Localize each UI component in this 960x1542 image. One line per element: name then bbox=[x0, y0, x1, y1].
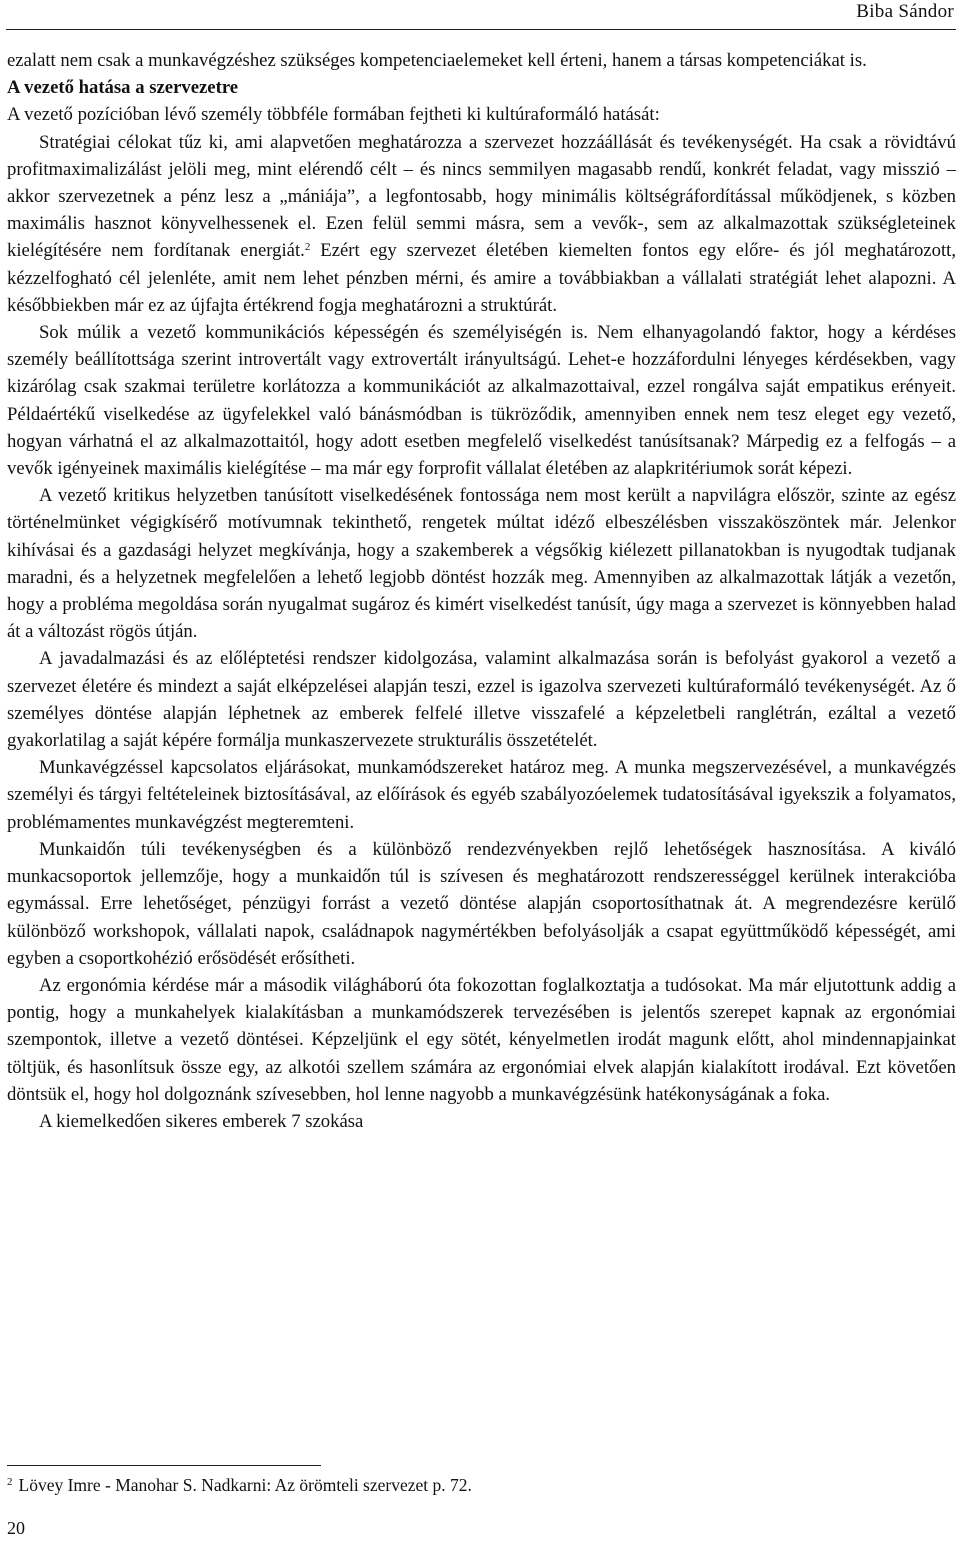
page-number: 20 bbox=[7, 1518, 25, 1538]
paragraph-communication: Sok múlik a vezető kommunikációs képességén és személyiségén is. Nem elhanyagolandó faktor, hogy a kérdéses személy beállítottsága szerint introvertált vagy extrovertált irányultságú. Lehet-e hozzáfordulni lényeges kérdésekben, vagy kizárólag csak szakmai területre korlátozza a kommunikációt az alkalmazottaival, ezzel rongálva saját empatikus erényeit. Példaértékű viselkedése az ügyfelekkel való bánásmódban is tükröződik, amennyiben ennek nem tesz eleget egy vezető, hogyan várhatná el az alkalmazottaitól, hogy adott esetben megfelelő viselkedést tanúsítsanak? Márpedig ez a felfogás – a vevők igényeinek maximális kielégítése – ma már egy forprofit vállalat életében az alapkritériumok sorát képezi. bbox=[7, 322, 956, 480]
footnote-number: 2 bbox=[7, 1476, 13, 1488]
paragraph-seven-habits: A kiemelkedően sikeres emberek 7 szokása bbox=[39, 1110, 364, 1132]
paragraph-work-methods: Munkavégzéssel kapcsolatos eljárásokat, munkamódszereket határoz meg. A munka megszervezésével, a munkavégzés személyi és tárgyi feltételeinek biztosításával, az előírások és egyéb szabályozóelemek tudatosításával igyekszik a folyamatos, problémamentes munkavégzést megteremteni. bbox=[7, 757, 956, 833]
running-header-author: Biba Sándor bbox=[856, 1, 954, 22]
paragraph-text-continued: Ezért egy szervezet életében kiemelten fontos egy előre- és jól meghatározott, kézzelfogható cél jelenléte, amit nem lehet pénzben mérni, és amire a továbbiakban a vállalati stratégiát lehet alapozni. A későbbiekben már ez az újfajta értékrend fogja meghatározni a struktúrát. bbox=[7, 240, 956, 316]
footnote bbox=[7, 1473, 472, 1497]
header-divider bbox=[6, 29, 956, 30]
paragraph-ergonomics: Az ergonómia kérdése már a második világháború óta fokozottan foglalkoztatja a tudósokat. Ma már eljutottunk addig a pontig, hogy a munkahelyek kialakításban a munkamódszerek tervezésében is jelentős szerepet kapnak az ergonómiai szempontok, illetve a vezető döntései. Képzeljünk el egy sötét, kényelmetlen irodát magunk előtt, ahol mindennapjainkat töltjük, és hasonlítsuk össze egy, az alkotói szellem számára az ergonómiai elvek alapján kialakított irodával. Ezt követően döntsük el, hogy hol dolgoznánk szívesebben, hol lenne nagyobb a munkavégzésünk hatékonyságának a foka. bbox=[7, 974, 956, 1105]
paragraph-strategic-goals bbox=[7, 129, 956, 319]
paragraph-rewards: A javadalmazási és az előléptetési rendszer kidolgozása, valamint alkalmazása során is befolyást gyakorol a vezető a szervezet életére és mindezt a saját elképzelései alapján teszi, ezzel is igazolva szervezeti kultúraformáló tevékenységét. Az ő személyes döntése alapján léphetnek az emberek felfelé illetve visszafelé a képzeletbeli ranglétrán, ezáltal a vezető gyakorlatilag a saját képére formálja munkaszervezete strukturális összetételét. bbox=[7, 648, 956, 752]
page-body bbox=[7, 47, 956, 1135]
paragraph-text: Stratégiai célokat tűz ki, ami alapvetően meghatározza a szervezet hozzáállását és tevékenységét. Ha csak a rövidtávú profitmaximalizálást jelöli meg, mint elérendő célt – és nincs semmilyen magasabb rendű, konkrét feladat, vagy misszió – akkor szervezetnek a pénz lesz a „mániája”, a legfontosabb, hogy minimális költségráfordítással működjenek, s közben maximális hasznot könyvelhessenek el. Ezen felül semmi másra, sem a vevők-, sem az alkalmazottak szükségleteinek kielégítésére nem fordítanak energiát. bbox=[7, 131, 956, 262]
section-heading: A vezető hatása a szervezetre bbox=[7, 77, 239, 99]
paragraph-intro: ezalatt nem csak a munkavégzéshez szükséges kompetenciaelemeket kell érteni, hanem a társas kompetenciákat is. bbox=[7, 50, 867, 71]
paragraph-after-hours: Munkaidőn túli tevékenységben és a különböző rendezvényekben rejlő lehetőségek hasznosítása. A kiváló munkacsoportok jellemzője, hogy a munkaidőn túl is szívesen és meghatározott rendszerességgel kerülnek interakcióba egymással. Erre lehetőséget, pénzügyi forrást a vezető döntése alapján csoportosíthatnak át. A megrendezésre kerülő különböző workshopok, vállalati napok, családnapok nagymértékben befolyásolják a csapat együttműködő képességét, ami egyben a csoportkohézió erősödését erősítheti. bbox=[7, 838, 956, 969]
footnote-divider bbox=[7, 1465, 321, 1466]
footnote-text: Lövey Imre - Manohar S. Nadkarni: Az örömteli szervezet p. 72. bbox=[18, 1475, 472, 1495]
paragraph-crisis-behaviour: A vezető kritikus helyzetben tanúsított viselkedésének fontossága nem most került a napvilágra először, szinte az egész történelmünket végigkísérő motívumnak tekinthető, rengetek múltat idéző elbeszélésben visszaköszöntek már. Jelenkor kihívásai és a gazdasági helyzet megkívánja, hogy a szakemberek a végsőkig kiélezett pillanatokban is nyugodtak tudjanak maradni, és a helyzetnek megfelelően a lehető legjobb döntést hozzák meg. Amennyiben az alkalmazottak látják a vezetőn, hogy a probléma megoldása során nyugalmat sugároz és kimért viselkedést tanúsít, úgy maga a szervezet is könnyebben halad át a változást rögös útján. bbox=[7, 485, 956, 643]
paragraph-lead: A vezető pozícióban lévő személy többféle formában fejtheti ki kultúraformáló hatását: bbox=[7, 104, 660, 126]
footnote-reference: 2 bbox=[304, 241, 311, 254]
